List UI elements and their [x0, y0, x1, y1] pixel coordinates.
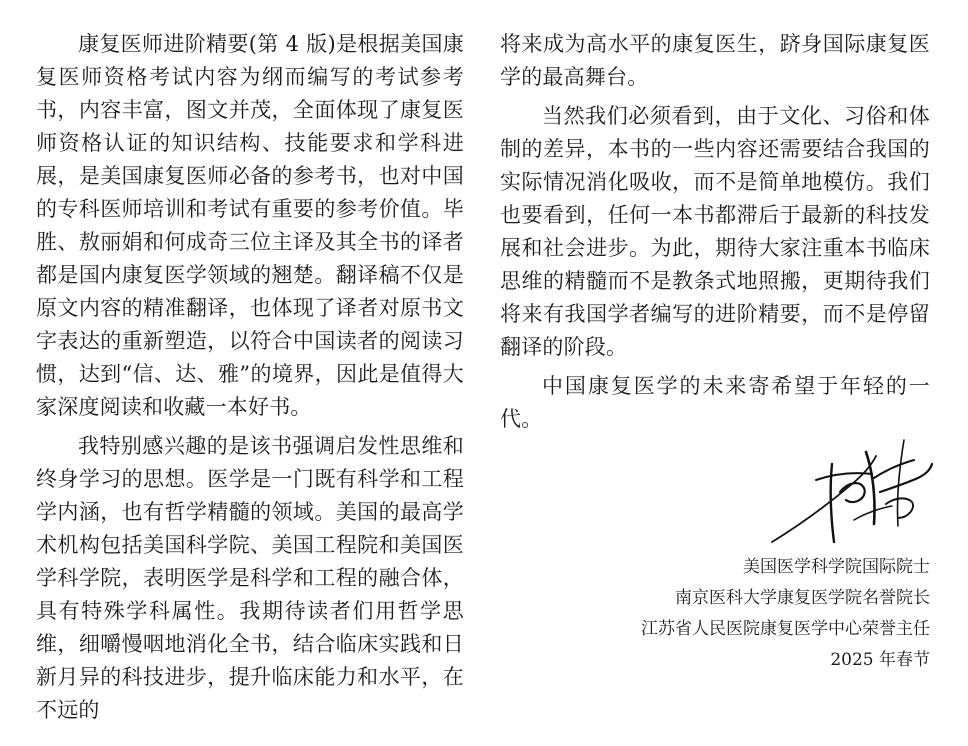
signature-block	[641, 552, 930, 676]
paragraph-closing: 中国康复医学的未来寄希望于年轻的一代。	[500, 374, 930, 431]
signer-title-academy: 美国医学科学院国际院士	[743, 557, 930, 577]
handwritten-signature	[768, 434, 938, 554]
paragraph-caveat: 当然我们必须看到，由于文化、习俗和体制的差异，本书的一些内容还需要结合我国的实际情况消化吸收，而不是简单地模仿。我们也要看到，任何一本书都滞后于最新的科技发展和社会进步。为此，期待大家注重本书临床思维的精髓而不是教条式地照搬，更期待我们将来有我国学者编写的进阶精要，而不是停留翻译的阶段。	[500, 104, 930, 359]
signer-title-university: 南京医科大学康复医学院名誉院长	[675, 588, 930, 608]
right-column	[500, 28, 930, 436]
left-column	[36, 28, 464, 727]
paragraph-continuation: 将来成为高水平的康复医生，跻身国际康复医学的最高舞台。	[500, 32, 930, 89]
signer-title-hospital: 江苏省人民医院康复医学中心荣誉主任	[641, 619, 930, 639]
paragraph-interest: 我特别感兴趣的是该书强调启发性思维和终身学习的思想。医学是一门既有科学和工程学内涵，也有哲学精髓的领域。美国的最高学术机构包括美国科学院、美国工程院和美国医学科学院，表明医学是科学和工程的融合体，具有特殊学科属性。我期待读者们用哲学思维，细嚼慢咽地消化全书，结合临床实践和日新月异的科技进步，提升临床能力和水平，在不远的	[36, 434, 464, 722]
signature-date: 2025 年春节	[830, 650, 930, 670]
paragraph-intro: 康复医师进阶精要(第 4 版)是根据美国康复医师资格考试内容为纲而编写的考试参考书，内容丰富，图文并茂，全面体现了康复医师资格认证的知识结构、技能要求和学科进展，是美国康复医师必备的参考书，也对中国的专科医师培训和考试有重要的参考价值。毕胜、敖丽娟和何成奇三位主译及其全书的译者都是国内康复医学领域的翘楚。翻译稿不仅是原文内容的精准翻译，也体现了译者对原书文字表达的重新塑造，以符合中国读者的阅读习惯，达到“信、达、雅”的境界，因此是值得大家深度阅读和收藏一本好书。	[36, 32, 464, 419]
